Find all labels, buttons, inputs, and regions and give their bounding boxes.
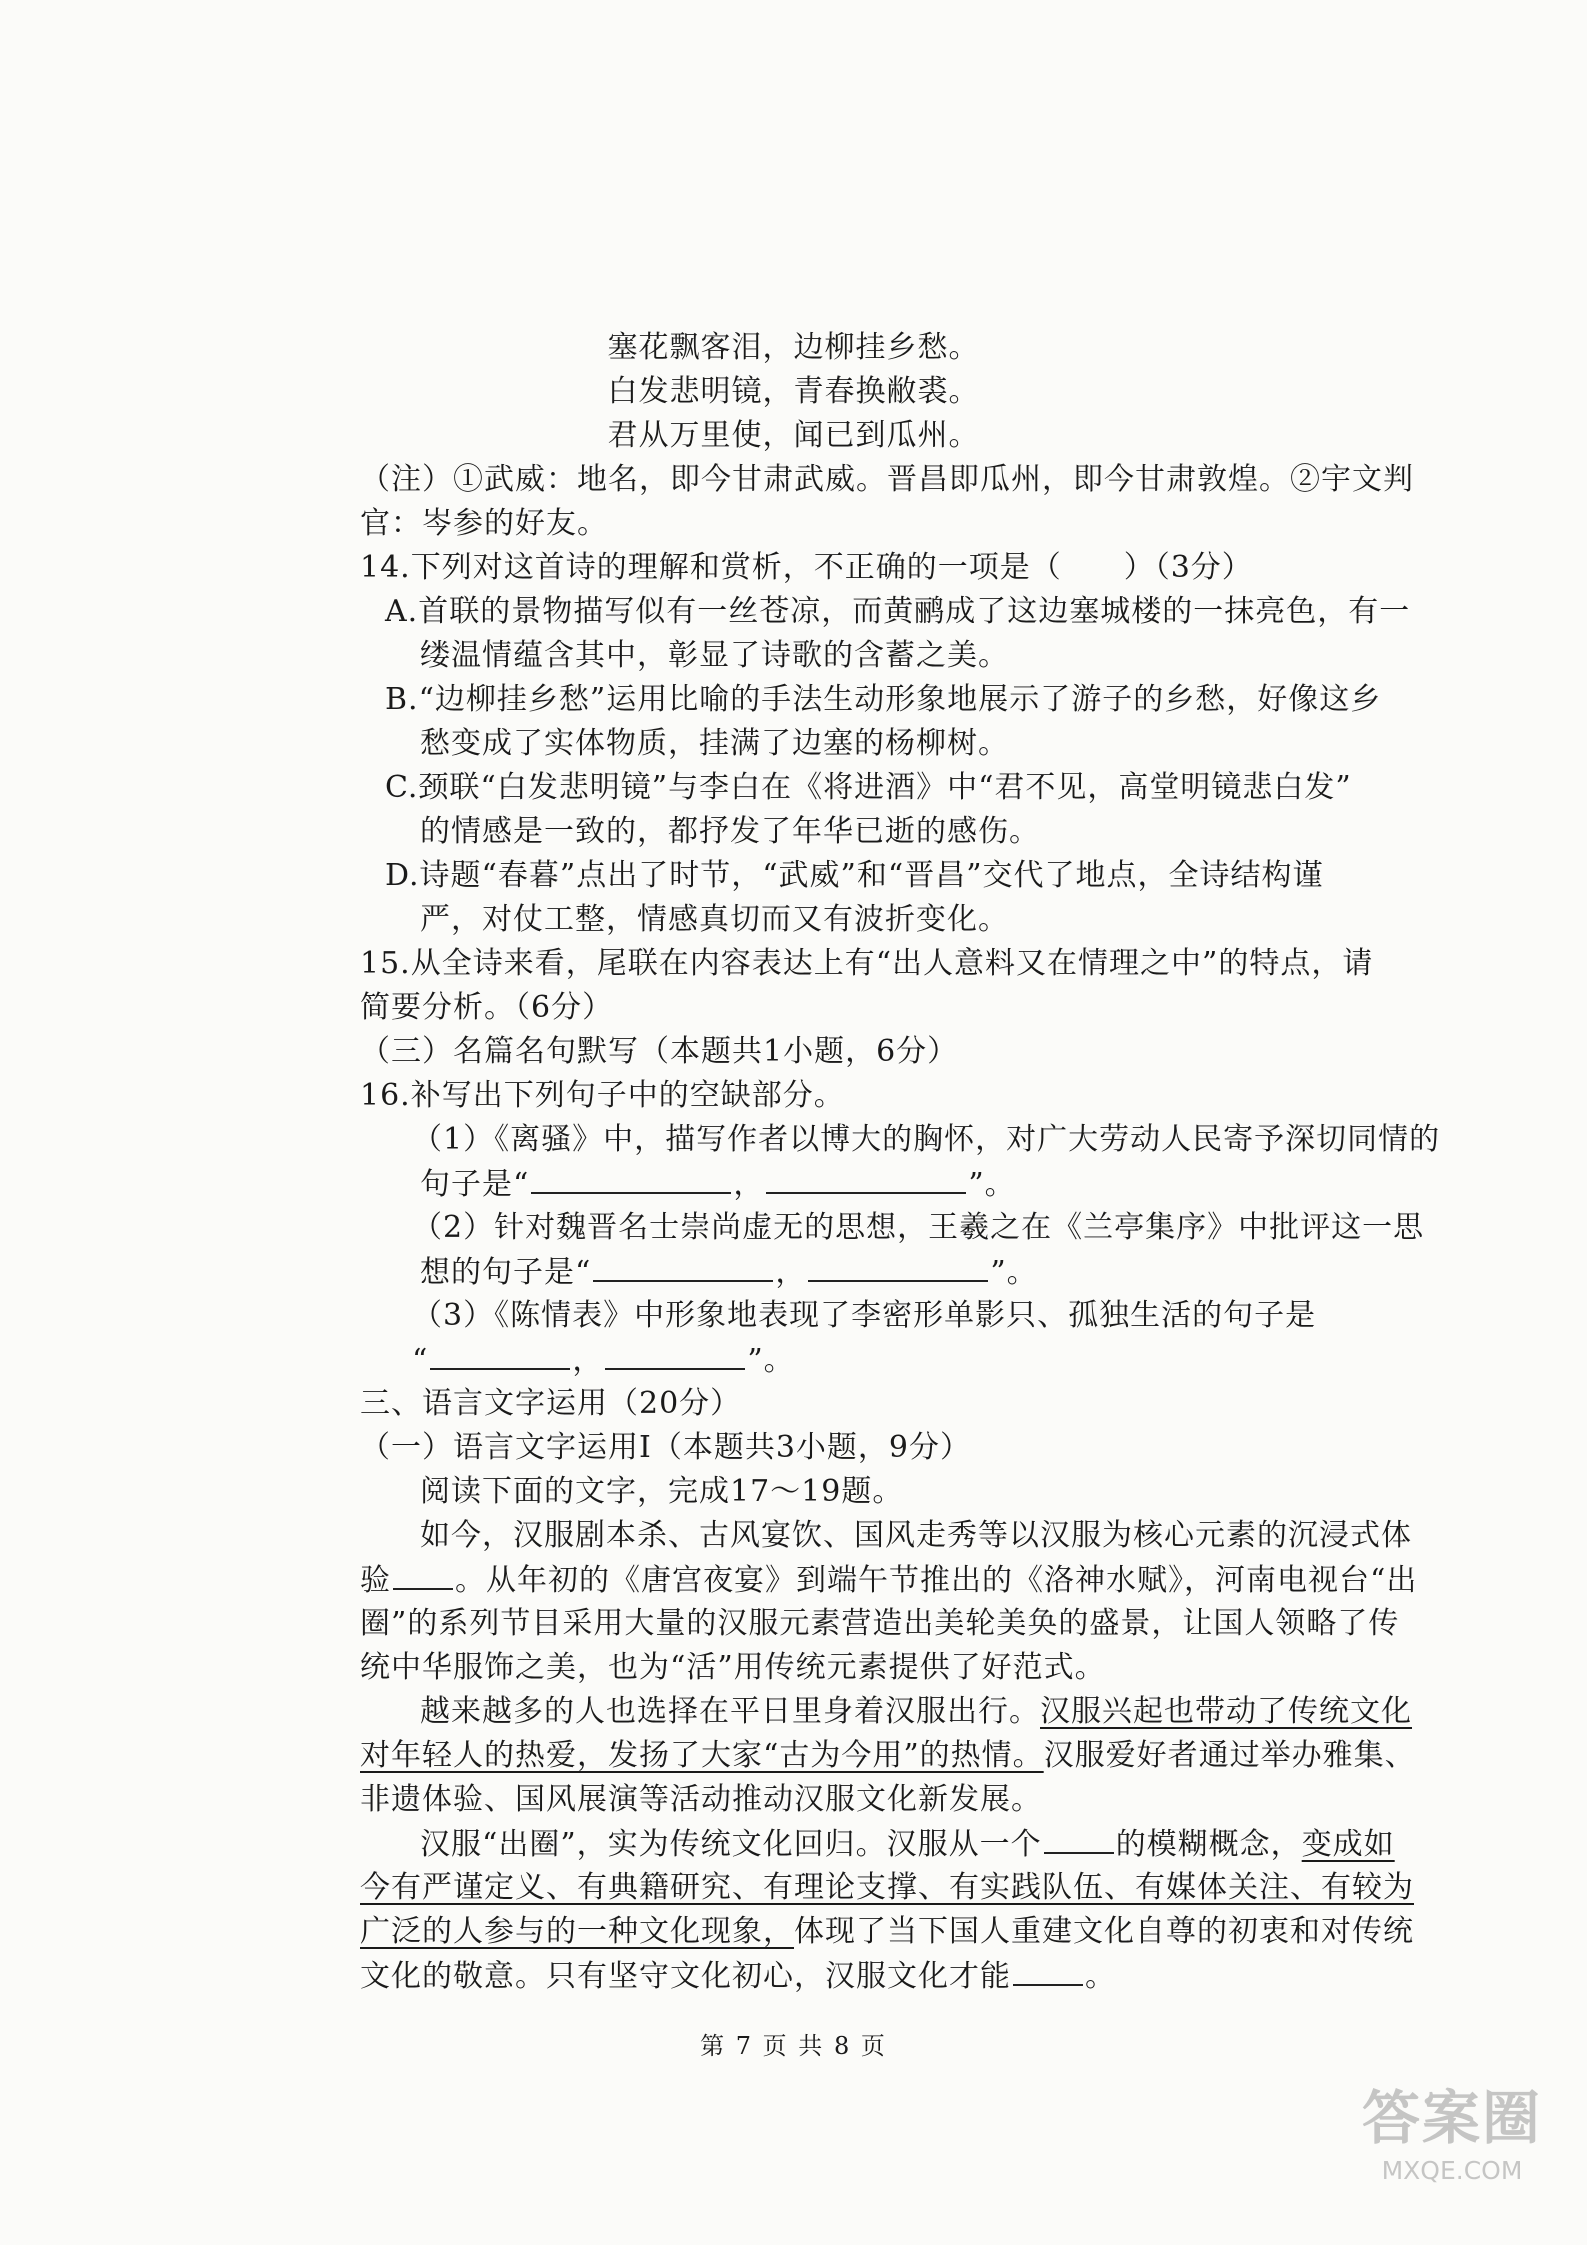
q14-option-d-line-2: 严，对仗工整，情感真切而又有波折变化。 [420, 902, 1009, 937]
question-16-stem: 16.补写出下列句子中的空缺部分。 [360, 1078, 845, 1113]
underlined-sentence-2a: 变成如 [1301, 1827, 1395, 1862]
watermark-logo-text: 答案圈 [1361, 2084, 1542, 2152]
passage-p1-line-3: 圈”的系列节目采用大量的汉服元素营造出美轮美奂的盛景，让国人领略了传 [360, 1606, 1400, 1641]
q14-option-c-line-1: C.颈联“白发悲明镜”与李白在《将进酒》中“君不见，高堂明镜悲白发” [385, 770, 1352, 805]
q16-p1-blank-2 [766, 1162, 966, 1194]
question-15-line-2: 简要分析。（6分） [360, 990, 614, 1025]
passage-p1-line-2 [360, 1558, 1418, 1603]
q14-option-a-line-2: 缕温情蕴含其中，彰显了诗歌的含蓄之美。 [420, 638, 1009, 673]
passage-p2-line-1 [420, 1690, 1440, 1734]
q16-p1-comma: ， [733, 1167, 765, 1202]
q16-p1-blank-1 [531, 1162, 731, 1194]
q16-part-3-line-1: （3）《陈情表》中形象地表现了李密形单影只、孤独生活的句子是 [412, 1298, 1317, 1333]
q16-p3-blank-2 [605, 1338, 745, 1370]
q16-part-3-line-2 [412, 1338, 1432, 1383]
p3-l3-post: 体现了当下国人重建文化自尊的初衷和对传统 [794, 1914, 1414, 1949]
q16-p2-blank-2 [808, 1250, 988, 1282]
poem-line-2: 白发悲明镜，青春换敝裘。 [607, 374, 980, 409]
part-3-subheading: （一）语言文字运用Ⅰ（本题共3小题，9分） [360, 1430, 972, 1465]
note-line-1: （注）①武威：地名，即今甘肃武威。晋昌即瓜州，即今甘肃敦煌。②宇文判 [360, 462, 1414, 497]
underlined-sentence-2c: 广泛的人参与的一种文化现象， [360, 1914, 794, 1949]
q16-p3-prefix: “ [412, 1343, 429, 1378]
q14-option-b-line-2: 愁变成了实体物质，挂满了边塞的杨柳树。 [420, 726, 1009, 761]
q14-option-d-line-1: D.诗题“春暮”点出了时节，“武威”和“晋昌”交代了地点，全诗结构谨 [385, 858, 1324, 893]
q16-p1-prefix: 句子是“ [420, 1167, 530, 1202]
reading-instruction: 阅读下面的文字，完成17～19题。 [420, 1474, 904, 1509]
p3-l1-pre: 汉服“出圈”，实为传统文化回归。汉服从一个 [420, 1827, 1042, 1862]
q14-option-c-line-2: 的情感是一致的，都抒发了年华已逝的感伤。 [420, 814, 1040, 849]
q14-option-a-line-1: A.首联的景物描写似有一丝苍凉，而黄鹂成了这边塞城楼的一抹亮色，有一 [385, 594, 1411, 629]
q16-p1-suffix: ”。 [968, 1167, 1016, 1202]
q16-p2-blank-1 [593, 1250, 773, 1282]
poem-line-1: 塞花飘客泪，边柳挂乡愁。 [607, 330, 980, 365]
q16-part-1-line-1: （1）《离骚》中，描写作者以博大的胸怀，对广大劳动人民寄予深切同情的 [412, 1122, 1441, 1157]
p3-l1-mid: 的模糊概念， [1115, 1827, 1302, 1862]
question-14-stem: 14.下列对这首诗的理解和赏析，不正确的一项是（ ）（3分） [360, 550, 1253, 585]
underlined-sentence-2b: 今有严谨定义、有典籍研究、有理论支撑、有实践队伍、有媒体关注、有较为 [360, 1870, 1414, 1905]
q16-p2-suffix: ”。 [990, 1255, 1038, 1290]
passage-p1-line-1: 如今，汉服剧本杀、古风宴饮、国风走秀等以汉服为核心元素的沉浸式体 [420, 1518, 1412, 1553]
page-footer: 第 7 页 共 8 页 [700, 2032, 887, 2060]
q16-part-2-line-2 [420, 1250, 1440, 1295]
underlined-sentence-1a: 汉服兴起也带动了传统文化 [1040, 1694, 1412, 1729]
q14-option-b-line-1: B.“边柳挂乡愁”运用比喻的手法生动形象地展示了游子的乡愁，好像这乡 [385, 682, 1382, 717]
p1-l2-post: 。从年初的《唐宫夜宴》到端午节推出的《洛神水赋》，河南电视台“出 [455, 1563, 1418, 1598]
passage-p2-line-3: 非遗体验、国风展演等活动推动汉服文化新发展。 [360, 1782, 1042, 1817]
p2-l2-post: 汉服爱好者通过举办雅集、 [1043, 1738, 1416, 1773]
q16-part-2-line-1: （2）针对魏晋名士崇尚虚无的思想，王羲之在《兰亭集序》中批评这一思 [412, 1210, 1425, 1245]
p3-l4-post: 。 [1085, 1959, 1116, 1994]
watermark-url: MXQE.COM [1381, 2156, 1523, 2185]
poem-line-3: 君从万里使，闻已到瓜州。 [607, 418, 980, 453]
underlined-sentence-1b: 对年轻人的热爱，发扬了大家“古为今用”的热情。 [360, 1738, 1044, 1773]
q16-p2-prefix: 想的句子是“ [420, 1255, 592, 1290]
q16-p2-comma: ， [775, 1255, 807, 1290]
q16-part-1-line-2 [420, 1162, 1440, 1207]
passage-p2-line-2 [360, 1734, 1416, 1778]
p2-l1-pre: 越来越多的人也选择在平日里身着汉服出行。 [420, 1694, 1040, 1729]
q16-p3-comma: ， [572, 1343, 604, 1378]
passage-blank-1 [393, 1558, 453, 1590]
passage-p1-line-4: 统中华服饰之美，也为“活”用传统元素提供了好范式。 [360, 1650, 1106, 1685]
note-line-2: 官：岑参的好友。 [360, 506, 608, 541]
p3-l4-pre: 文化的敬意。只有坚守文化初心，汉服文化才能 [360, 1959, 1011, 1994]
section-3-heading: （三）名篇名句默写（本题共1小题，6分） [360, 1034, 959, 1069]
p1-l2-pre: 验 [360, 1563, 391, 1598]
q16-p3-suffix: ”。 [747, 1343, 795, 1378]
question-15-line-1: 15.从全诗来看，尾联在内容表达上有“出人意料又在情理之中”的特点，请 [360, 946, 1374, 981]
q16-p3-blank-1 [430, 1338, 570, 1370]
watermark-logo [1357, 2081, 1547, 2231]
part-3-heading: 三、语言文字运用（20分） [360, 1386, 742, 1421]
